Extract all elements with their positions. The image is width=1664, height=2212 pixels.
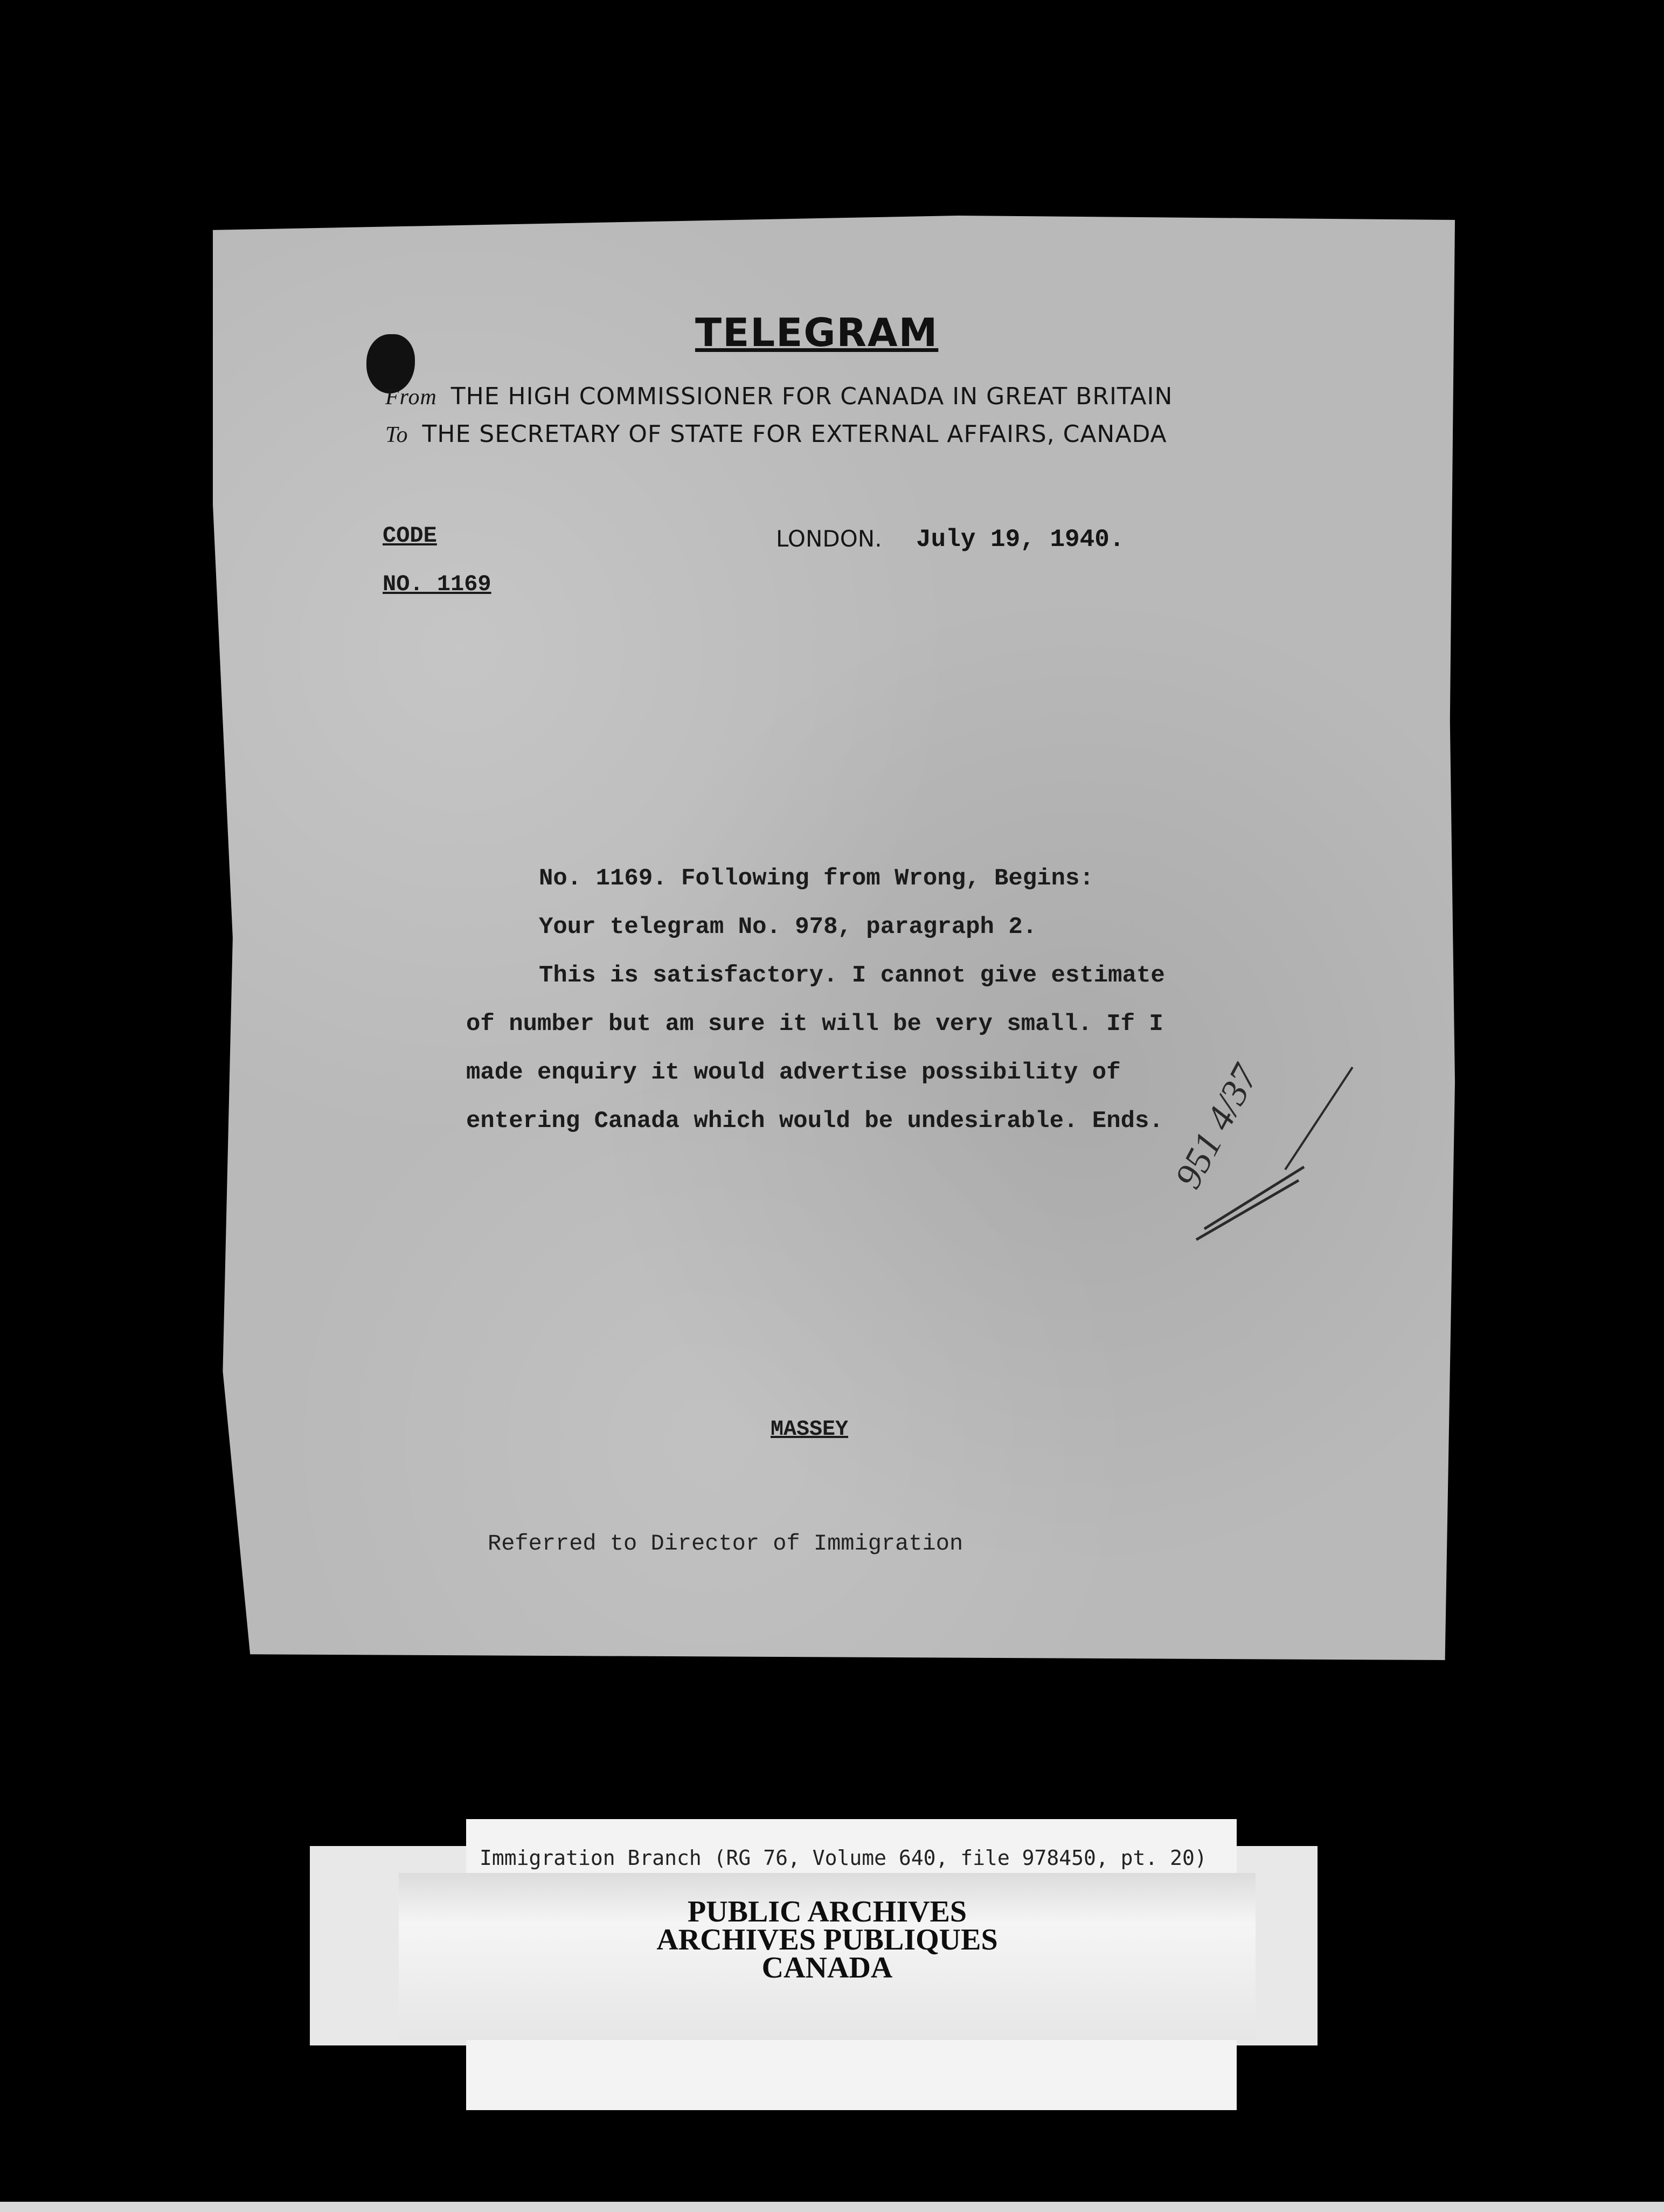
handwritten-note-text: 951 4/37 bbox=[1167, 1058, 1267, 1195]
signature: MASSEY bbox=[771, 1418, 849, 1442]
body-line: made enquiry it would advertise possibility of bbox=[466, 1059, 1121, 1086]
code-label: CODE bbox=[383, 523, 437, 549]
body-line: No. 1169. Following from Wrong, Begins: bbox=[539, 865, 1094, 892]
telegram-title: TELEGRAM bbox=[695, 310, 939, 355]
place: LONDON. bbox=[776, 526, 882, 552]
archive-stamp-line: ARCHIVES PUBLIQUES bbox=[656, 1923, 998, 1957]
from-text: THE HIGH COMMISSIONER FOR CANADA IN GREAT BRITAIN bbox=[450, 383, 1173, 410]
body-line: of number but am sure it will be very small. If I bbox=[466, 1011, 1163, 1038]
code-number: NO. 1169 bbox=[383, 571, 491, 597]
archive-stamp-line: CANADA bbox=[761, 1951, 893, 1985]
body-line: This is satisfactory. I cannot give estimate bbox=[539, 962, 1165, 989]
referral-note: Referred to Director of Immigration bbox=[488, 1531, 963, 1557]
body-line: entering Canada which would be undesirable. Ends. bbox=[466, 1108, 1163, 1135]
handwritten-note bbox=[1167, 1056, 1358, 1250]
archive-stamp-line: PUBLIC ARCHIVES bbox=[687, 1895, 967, 1928]
body-line: Your telegram No. 978, paragraph 2. bbox=[539, 914, 1037, 941]
film-edge bbox=[0, 2202, 1664, 2212]
archive-reference: Immigration Branch (RG 76, Volume 640, file 978450, pt. 20) bbox=[480, 1846, 1207, 1870]
from-line bbox=[385, 383, 1173, 410]
to-line bbox=[385, 420, 1167, 448]
from-label: From bbox=[385, 385, 437, 410]
to-text: THE SECRETARY OF STATE FOR EXTERNAL AFFAIRS, CANADA bbox=[422, 420, 1167, 448]
date: July 19, 1940. bbox=[916, 526, 1125, 554]
to-label: To bbox=[385, 423, 408, 447]
